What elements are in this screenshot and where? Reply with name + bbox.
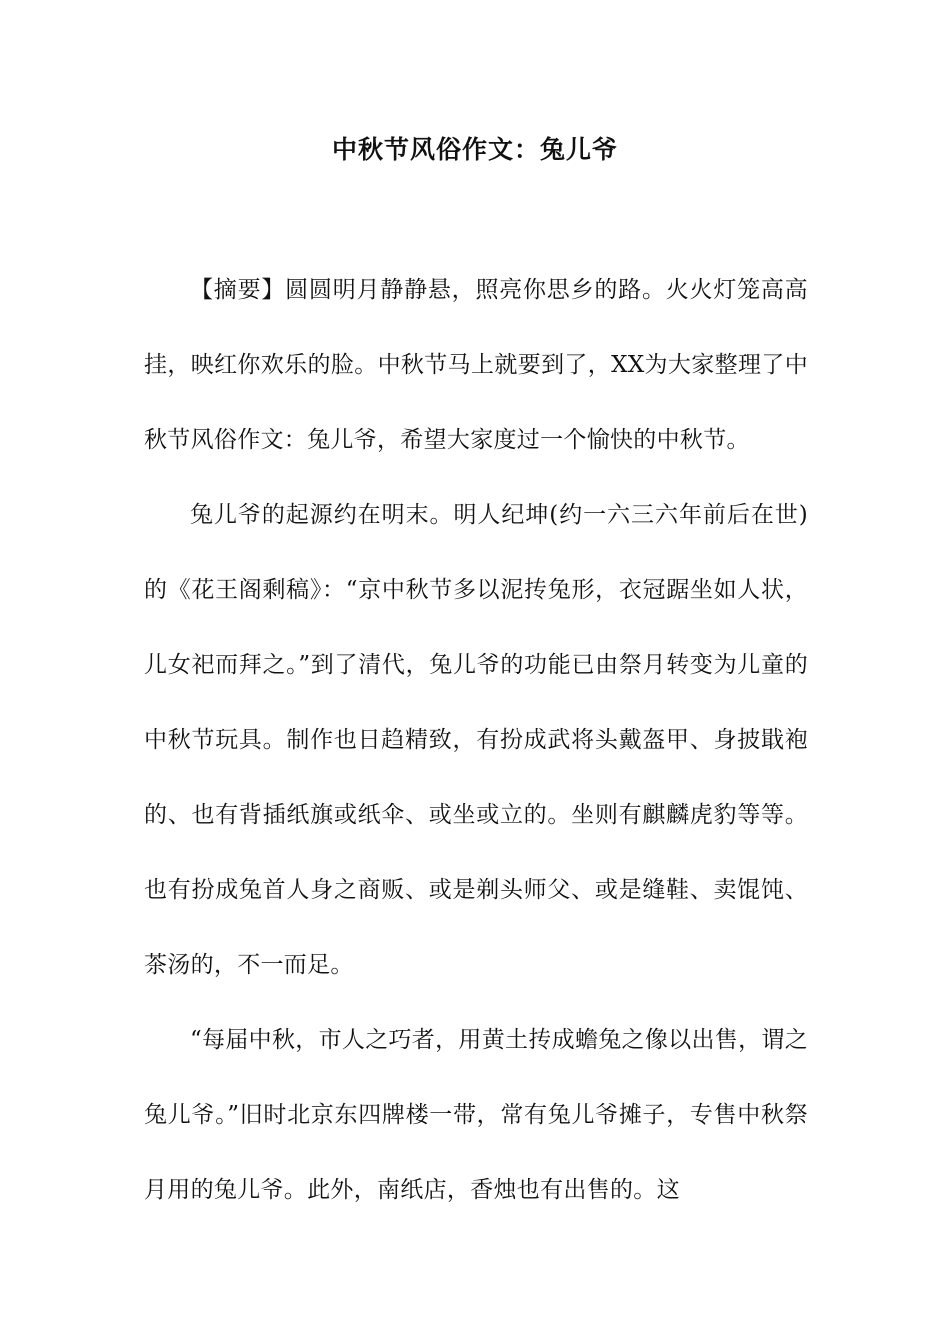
document-title: 中秋节风俗作文：兔儿爷 — [331, 135, 618, 164]
paragraph-market: “每届中秋，市人之巧者，用黄土抟成蟾兔之像以出售，谓之兔儿爷。”旧时北京东四牌楼一带，常有兔儿爷摊子，专售中秋祭月用的兔儿爷。此外，南纸店，香烛也有出售的。这 — [144, 1027, 808, 1203]
paragraph-origin: 兔儿爷的起源约在明末。明人纪坤(约一六三六年前后在世)的《花王阁剩稿》：“京中秋节多以泥抟兔形，衣冠踞坐如人状，儿女祀而拜之。”到了清代，兔儿爷的功能已由祭月转变为儿童的中秋节玩具。制作也日趋精致，有扮成武将头戴盔甲、身披戢袍的、也有背插纸旗或纸伞、或坐或立的。坐则有麒麟虎豹等等。也有扮成兔首人身之商贩、或是剃头师父、或是缝鞋、卖馄饨、茶汤的，不一而足。 — [144, 502, 808, 978]
document-body — [144, 253, 808, 1228]
paragraph-abstract: 【摘要】圆圆明月静静悬，照亮你思乡的路。火火灯笼高高挂，映红你欢乐的脸。中秋节马上就要到了，XX为大家整理了中秋节风俗作文：兔儿爷，希望大家度过一个愉快的中秋节。 — [144, 277, 808, 453]
